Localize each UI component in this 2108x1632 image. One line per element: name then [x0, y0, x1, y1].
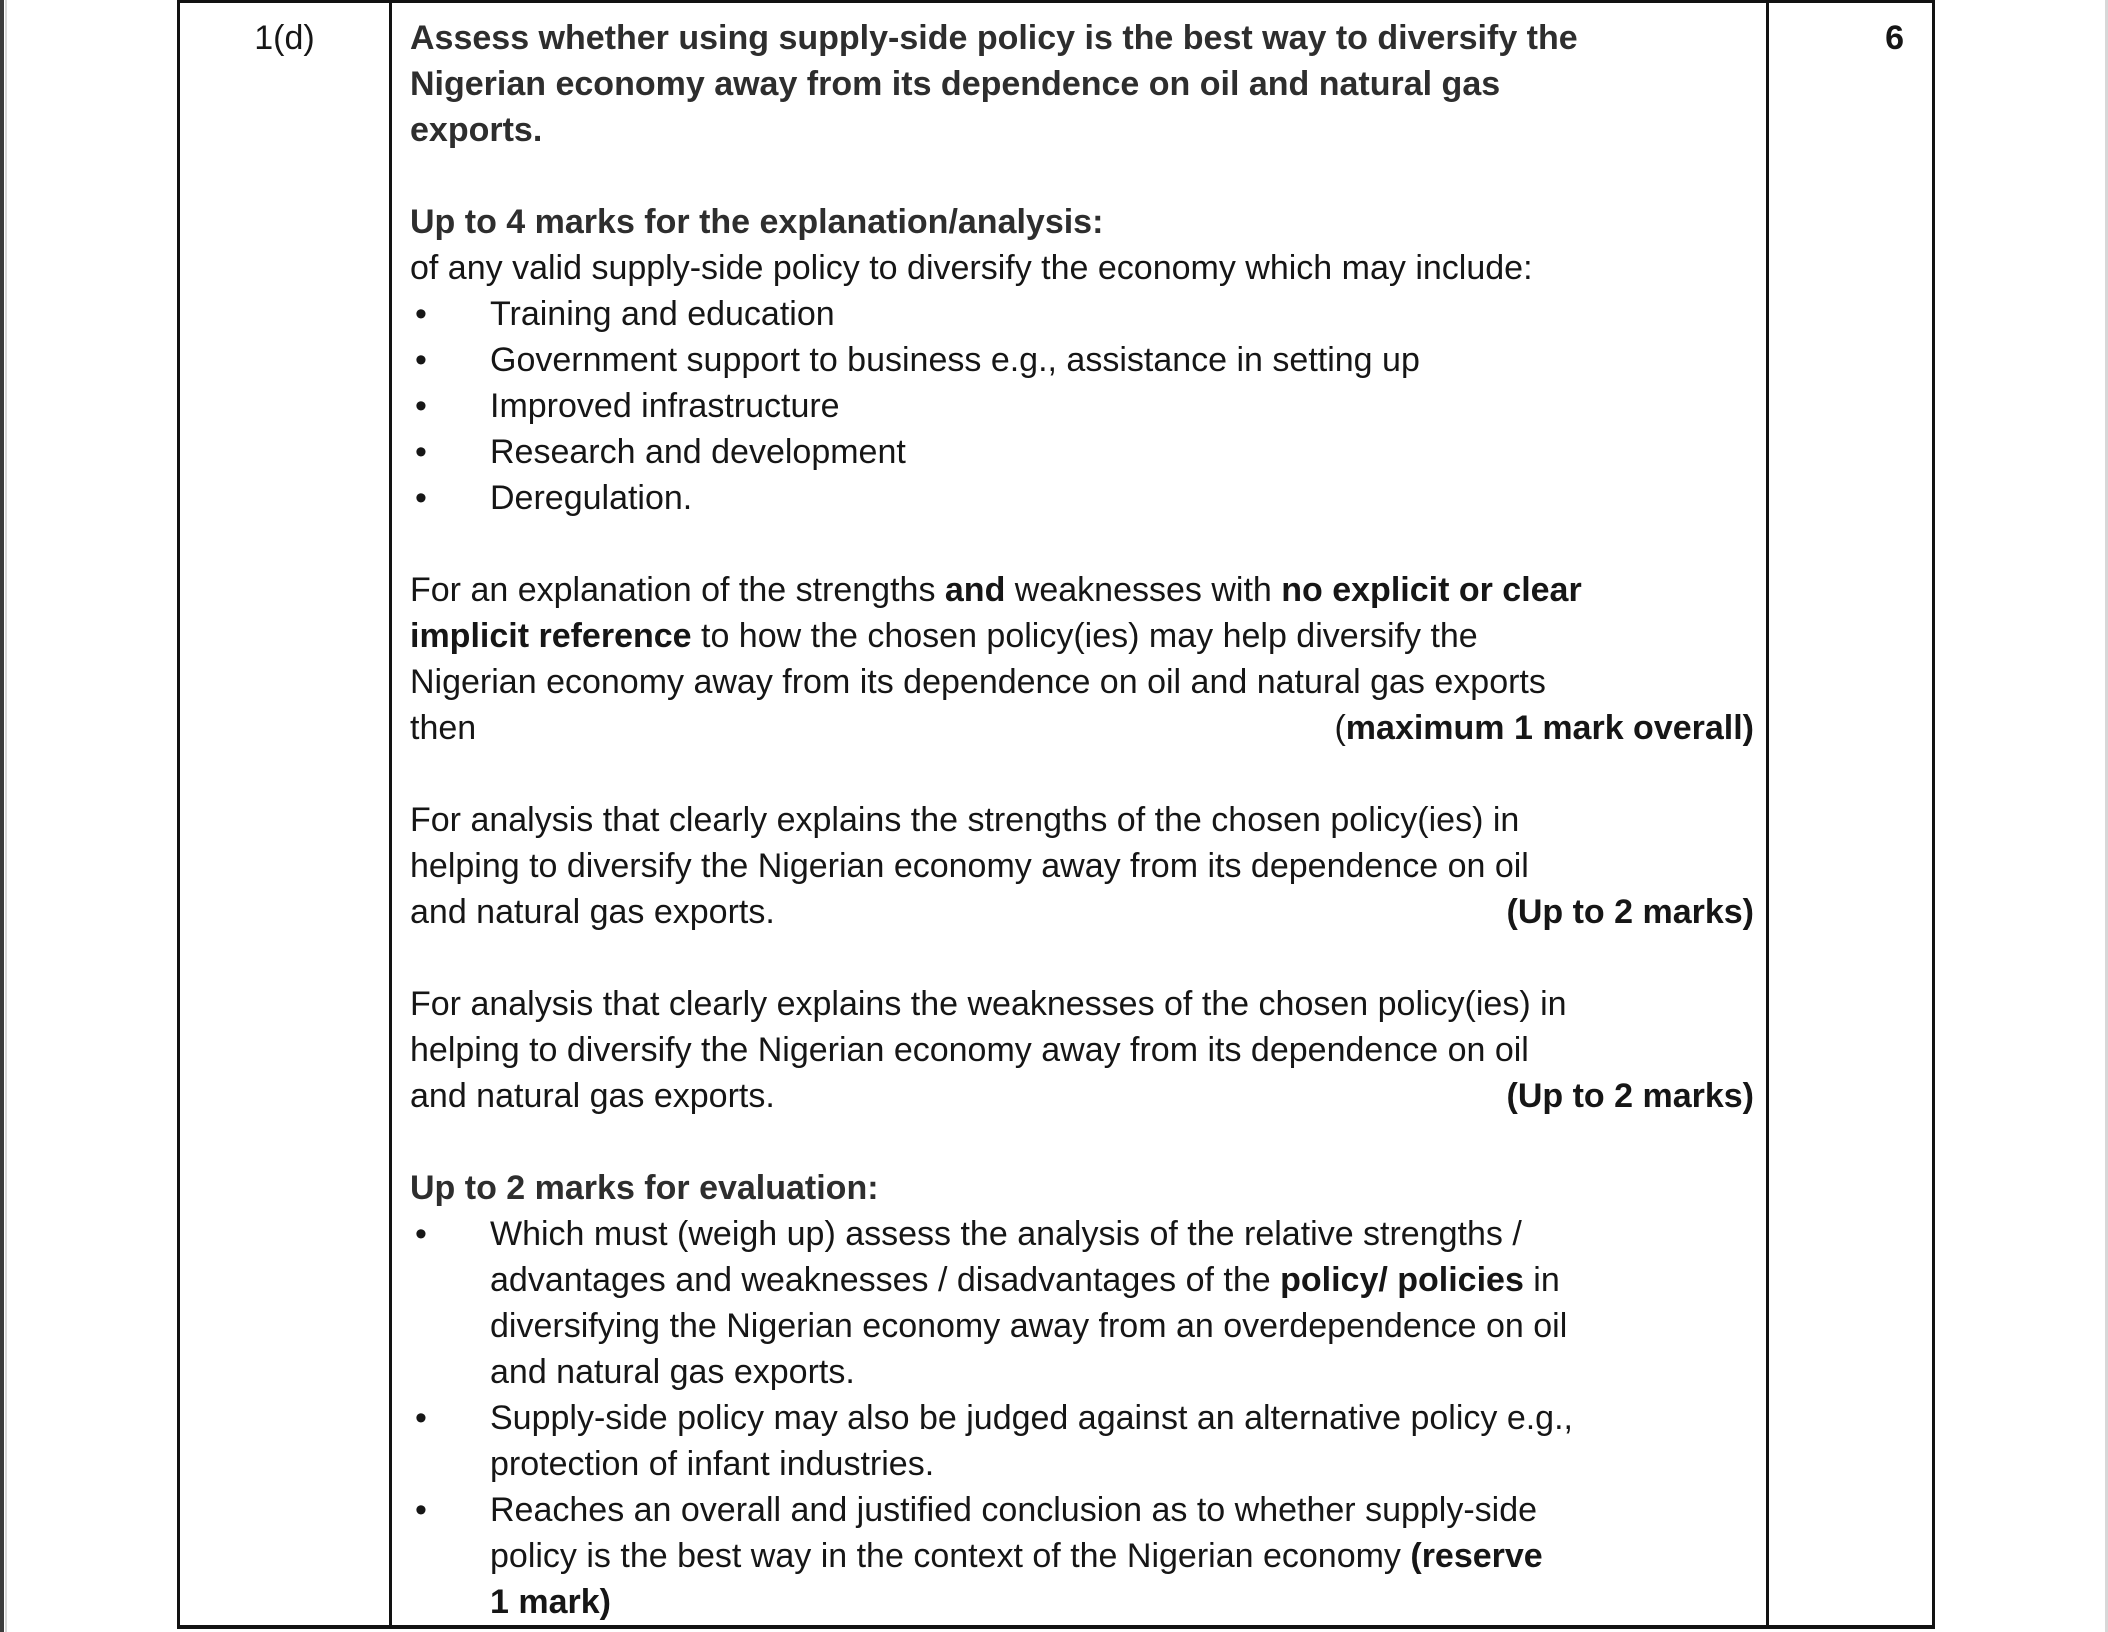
- text-segment: helping to diversify the Nigerian economy away from its dependence on oil: [410, 1031, 1529, 1069]
- text-segment: and natural gas exports.: [410, 893, 775, 931]
- answer-paragraph: [410, 245, 1754, 291]
- bullet-text: [490, 291, 1754, 337]
- text-segment: policy is the best way in the context of the Nigerian economy: [490, 1537, 1411, 1575]
- text-line: [410, 843, 1754, 889]
- bullet-item: [410, 291, 1754, 337]
- text-line: [490, 383, 1754, 429]
- text-segment: For an explanation of the strengths: [410, 571, 945, 609]
- text-segment: and natural gas exports.: [490, 1353, 855, 1391]
- bullet-text: [490, 429, 1754, 475]
- text-segment: Nigerian economy away from its dependence on oil and natural gas: [410, 65, 1501, 103]
- text-line: [410, 659, 1754, 705]
- bullet-item: [410, 383, 1754, 429]
- text-line: [490, 1257, 1754, 1303]
- text-segment: exports.: [410, 111, 543, 149]
- text-segment: advantages and weaknesses / disadvantages of the: [490, 1261, 1281, 1299]
- text-line: [410, 107, 1754, 153]
- marks-note: (maximum 1 mark overall): [1334, 709, 1754, 747]
- text-line: [490, 1441, 1754, 1487]
- text-segment: Research and development: [490, 433, 906, 471]
- marks-note: (Up to 2 marks): [1506, 1077, 1754, 1115]
- text-segment: Up to 2 marks for evaluation:: [410, 1169, 879, 1207]
- text-line: [410, 1073, 1754, 1119]
- text-line: [490, 1349, 1754, 1395]
- text-segment: policy/ policies: [1280, 1261, 1524, 1299]
- text-segment: no explicit or clear: [1281, 571, 1582, 609]
- answer-paragraph: [410, 797, 1754, 935]
- bullet-icon: •: [415, 1215, 427, 1253]
- marks-value: 6: [1885, 19, 1904, 57]
- text-segment: implicit reference: [410, 617, 692, 655]
- text-line: [410, 1165, 1754, 1211]
- text-segment: Nigerian economy away from its dependence on oil and natural gas exports: [410, 663, 1546, 701]
- answer-cell: [392, 3, 1769, 1625]
- question-number: 1(d): [254, 19, 315, 57]
- text-segment: Supply-side policy may also be judged against an alternative policy e.g.,: [490, 1399, 1573, 1437]
- answer-paragraph: [410, 199, 1754, 245]
- text-line: [410, 567, 1754, 613]
- bullet-item: [410, 1211, 1754, 1395]
- bullet-item: [410, 1487, 1754, 1625]
- text-line: [490, 337, 1754, 383]
- text-segment: For analysis that clearly explains the weaknesses of the chosen policy(ies) in: [410, 985, 1567, 1023]
- bullet-icon: •: [415, 341, 427, 379]
- bullet-icon: •: [415, 479, 427, 517]
- answer-paragraph: [410, 567, 1754, 751]
- text-segment: Government support to business e.g., assistance in setting up: [490, 341, 1420, 379]
- text-line: [490, 1579, 1754, 1625]
- text-line: [490, 291, 1754, 337]
- bullet-text: [490, 337, 1754, 383]
- text-line: [490, 429, 1754, 475]
- bullet-icon: •: [415, 387, 427, 425]
- text-line: [410, 889, 1754, 935]
- bullet-list: [410, 291, 1754, 521]
- text-segment: then: [410, 709, 477, 747]
- page-edge-left: [0, 0, 4, 1632]
- answer-paragraph: [410, 981, 1754, 1119]
- text-segment: of any valid supply-side policy to diversify the economy which may include:: [410, 249, 1533, 287]
- text-line: [410, 705, 1754, 751]
- text-line: [490, 1303, 1754, 1349]
- text-line: [410, 1027, 1754, 1073]
- text-segment: Training and education: [490, 295, 835, 333]
- marks-note: (Up to 2 marks): [1506, 893, 1754, 931]
- bullet-icon: •: [415, 295, 427, 333]
- bullet-icon: •: [415, 433, 427, 471]
- bullet-text: [490, 383, 1754, 429]
- text-segment: For analysis that clearly explains the strengths of the chosen policy(ies) in: [410, 801, 1520, 839]
- text-line: [410, 981, 1754, 1027]
- text-segment: Up to 4 marks for the explanation/analysis:: [410, 203, 1104, 241]
- page-edge-left-inner: [5, 0, 7, 1632]
- text-line: [410, 797, 1754, 843]
- text-segment: (reserve: [1410, 1537, 1543, 1575]
- text-line: [490, 1211, 1754, 1257]
- text-segment: Improved infrastructure: [490, 387, 840, 425]
- text-segment: Which must (weigh up) assess the analysis of the relative strengths /: [490, 1215, 1522, 1253]
- text-line: [490, 1487, 1754, 1533]
- marks-cell: [1769, 3, 1932, 1625]
- text-line: [490, 1395, 1754, 1441]
- bullet-icon: •: [415, 1399, 427, 1437]
- text-line: [490, 475, 1754, 521]
- text-line: [410, 15, 1754, 61]
- text-segment: in: [1523, 1261, 1560, 1299]
- bullet-icon: •: [415, 1491, 427, 1529]
- text-segment: helping to diversify the Nigerian economy away from its dependence on oil: [410, 847, 1529, 885]
- text-line: [410, 245, 1754, 291]
- bullet-item: [410, 337, 1754, 383]
- bullet-list: [410, 1211, 1754, 1625]
- text-line: [410, 199, 1754, 245]
- text-segment: Reaches an overall and justified conclusion as to whether supply-side: [490, 1491, 1538, 1529]
- text-line: [410, 61, 1754, 107]
- text-line: [490, 1533, 1754, 1579]
- question-number-cell: [180, 3, 392, 1625]
- text-segment: 1 mark): [490, 1583, 611, 1621]
- bullet-text: [490, 1211, 1754, 1395]
- text-segment: Assess whether using supply-side policy is the best way to diversify the: [410, 19, 1578, 57]
- answer-paragraph: [410, 1165, 1754, 1211]
- text-segment: diversifying the Nigerian economy away from an overdependence on oil: [490, 1307, 1568, 1345]
- text-segment: Deregulation.: [490, 479, 693, 517]
- text-line: [410, 613, 1754, 659]
- text-segment: and: [944, 571, 1006, 609]
- bullet-item: [410, 475, 1754, 521]
- mark-scheme-table: [177, 0, 1935, 1629]
- text-segment: and natural gas exports.: [410, 1077, 775, 1115]
- answer-paragraph: [410, 15, 1754, 153]
- bullet-item: [410, 1395, 1754, 1487]
- text-segment: to how the chosen policy(ies) may help diversify the: [691, 617, 1478, 655]
- text-segment: weaknesses with: [1005, 571, 1282, 609]
- bullet-text: [490, 1487, 1754, 1625]
- bullet-item: [410, 429, 1754, 475]
- text-segment: protection of infant industries.: [490, 1445, 935, 1483]
- bullet-text: [490, 475, 1754, 521]
- bullet-text: [490, 1395, 1754, 1487]
